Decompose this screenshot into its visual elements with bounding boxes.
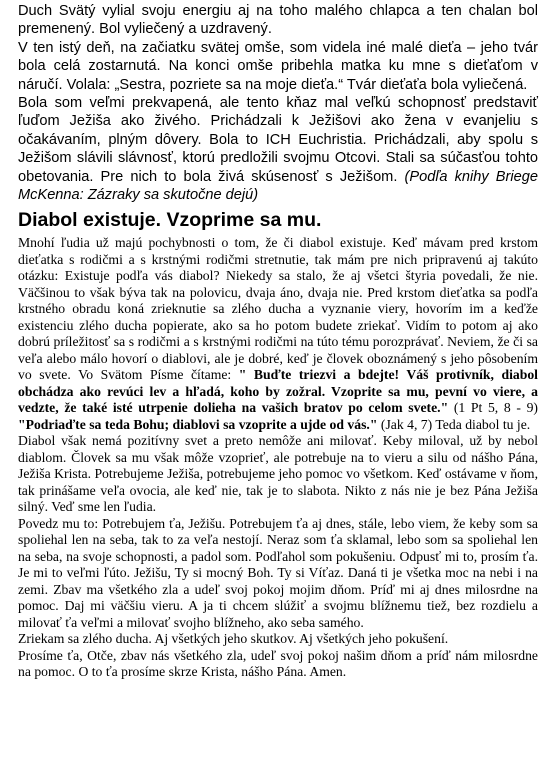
story-paragraph-1: Duch Svätý vylial svoju energiu aj na toho malého chlapca a ten chalan bol premenený. Bol vyliečený a uzdravený.: [18, 3, 538, 38]
story-source: (Podľa knihy Briege McKenna: Zázraky sa skutočne dejú): [18, 168, 538, 204]
story-paragraph-3-text: Bola som veľmi prekvapená, ale tento kňaz mal veľkú schopnosť predstaviť ľuďom Ježiša ako živého. Prichádzali k Ježišovi ako žena v evanjeliu s očakávaním, plným dôvery. Bola to ICH Euchristia. Prichádzali, aby spolu s Ježišom slávili slávnosť, ktorú predložili svojmu Otcovi. Stali sa súčasťou tohto obetovania. Pre nich to bola živá skúsenosť s Ježišom.: [18, 95, 538, 185]
article-paragraph-1: [18, 235, 538, 433]
article-heading: Diabol existuje. Vzoprime sa mu.: [18, 209, 322, 232]
story-section: [18, 0, 538, 204]
bible-ref-2: (Jak 4, 7) Teda diabol tu je.: [377, 416, 531, 432]
article-paragraph-4: Zriekam sa zlého ducha. Aj všetkých jeho skutkov. Aj všetkých jeho pokušení.: [18, 631, 449, 647]
bible-quote-1: " Buďte triezvi a bdejte! Váš protivník, diabol obchádza ako revúci lev a hľadá, koho by zožral. Vzoprite sa mu, pevní vo viere, a vedzte, že také isté utrpenie dolieha na vašich bratov po celom svete.": [18, 367, 538, 416]
bible-ref-1: (1 Pt 5, 8 - 9): [448, 400, 538, 416]
story-paragraph-2: V ten istý deň, na začiatku svätej omše, som videla iné malé dieťa – jeho tvár bola celá zostarnutá. Na konci omše pribehla matka ku mne s dieťaťom v náručí. Volala: „Sestra, pozriete sa na moje dieťa.“ Tvár dieťaťa bola vyliečená.: [18, 39, 538, 93]
document-page: [18, 0, 538, 681]
bible-quote-2: "Podriaďte sa teda Bohu; diablovi sa vzoprite a ujde od vás.": [18, 416, 378, 432]
article-intro: Mnohí ľudia už majú pochybnosti o tom, že či diabol existuje. Keď mávam pred krstom dieťatka s rodičmi a s krstnými rodičmi stretnutie, tak mám pre nich pripravenú aj takúto otázku: Existuje podľa vás diabol? Niekedy sa stalo, že aj všetci štyria povedali, že nie. Väčšinou to však býva tak na polovicu, dvaja áno, dvaja nie. Pred krstom dieťatka sa podľa krstného obradu koná zrieknutie sa zlého ducha a vyznanie viery, hovorím im a keďže existenciu zlého ducha popierate, ako sa ho potom budete zriekať. Vidím to potom aj ako dobrú príležitosť sa s rodičmi a s krstnými rodičmi na túto tému porozprávať. Neviem, že či sa veľa alebo málo hovorí o diablovi, ale je dobré, keď je človek oboznámený s jeho pôsobením vo svete. Vo Svätom Písme čítame:: [18, 235, 538, 383]
article-body: [18, 235, 538, 681]
story-paragraph-3: [18, 94, 538, 204]
article-paragraph-3: Povedz mu to: Potrebujem ťa, Ježišu. Potrebujem ťa aj dnes, stále, lebo viem, že keby som sa spoliehal len na seba, tak to za veľa nestojí. Neraz som ťa sklamal, lebo som sa spoliehal len na seba, na svoje schopnosti, a padol som. Podľahol som pokušeniu. Odpusť mi to, prosím ťa. Je mi to veľmi ľúto. Ježišu, Ty si mocný Boh. Ty si Víťaz. Daná ti je všetka moc na nebi i na zemi. Zbav ma všetkého zla a udeľ svoj pokoj mojim dňom. Príď mi aj dnes milosrdne na pomoc. Daj mi väčšiu vieru. A ja ti chcem slúžiť a svojmu blížnemu tiež, bez rozdielu a milovať ťa veľmi a milovať svojho blížneho, ako seba samého.: [18, 515, 538, 630]
article-paragraph-2: Diabol však nemá pozitívny svet a preto nemôže ani milovať. Keby miloval, už by nebol diablom. Človek sa mu však môže vzoprieť, ale potrebuje na to vieru a silu od nášho Pána, Ježiša Krista. Potrebujeme Ježiša, potrebujeme jeho pomoc vo všetkom. Keď ostávame v ňom, tak prinášame veľa ovocia, ale keď nie, tak je to slabota. Nikto z nás nie je bez Pána Ježiša silný. Veď sme len ľudia.: [18, 433, 538, 515]
article-paragraph-5: Prosíme ťa, Otče, zbav nás všetkého zla, udeľ svoj pokoj našim dňom a príď nám milosrdne na pomoc. O to ťa prosíme skrze Krista, nášho Pána. Amen.: [18, 647, 538, 680]
